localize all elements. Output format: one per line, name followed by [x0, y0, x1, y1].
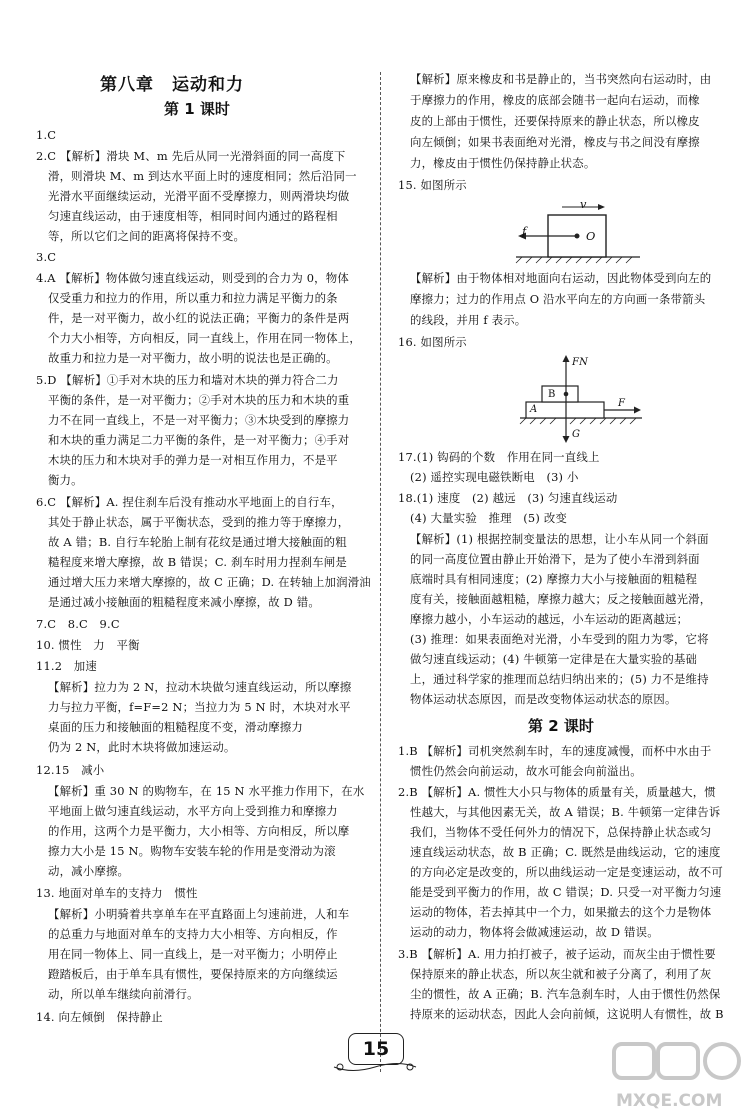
answer-line: 14. 向左倾倒 保持静止 — [36, 1010, 163, 1024]
answer-line: 【解析】重 30 N 的购物车，在 15 N 水平推力作用下，在水 — [48, 784, 365, 798]
answer-line: 通过增大压力来增大摩擦的，故 C 正确；D. 在转轴上加润滑油 — [48, 575, 371, 589]
a-label: A — [530, 404, 538, 415]
answer-line: 向左倾倒；如果书表面绝对光滑，橡皮与书之间没有摩擦 — [410, 135, 700, 149]
answer-line: 度有关，接触面越粗糙，摩擦力越大；反之接触面越光滑， — [410, 592, 712, 606]
answer-line: (4) 大量实验 推理 (5) 改变 — [410, 511, 568, 525]
fn-label: FN — [572, 357, 589, 368]
answer-line: 平地面上做匀速直线运动，水平方向上受到推力和摩擦力 — [48, 804, 338, 818]
answer-line: 做匀速直线运动；(4) 牛顿第一定律是在大量实验的基础 — [410, 652, 698, 666]
f-label: F — [618, 398, 626, 409]
answer-line: 的方向必定是改变的，所以曲线运动一定是变速运动，故不可 — [410, 865, 723, 879]
answer-line: 运动的动力，物体将会做减速运动，故 D 错误。 — [410, 925, 659, 939]
answer-line: 2.C 【解析】滑块 M、m 先后从同一光滑斜面的同一高度下 — [36, 149, 346, 163]
answer-line: 4.A 【解析】物体做匀速直线运动，则受到的合力为 0，物体 — [36, 271, 349, 285]
answer-line: 持原来的运动状态，因此人会向前倾，这说明人有惯性，故 B — [410, 1007, 724, 1021]
answer-line: 【解析】拉力为 2 N，拉动木块做匀速直线运动，所以摩擦 — [48, 680, 352, 694]
answer-line: 动，减小摩擦。 — [48, 864, 130, 878]
answer-line: 尘的惯性，故 A 正确；B. 汽车急刹车时，人由于惯性仍然保 — [410, 987, 721, 1001]
answer-line: 和木块的重力满足二力平衡的条件，是一对平衡力；④手对 — [48, 433, 350, 447]
answer-line: 物体运动状态原因，而是改变物体运动状态的原因。 — [410, 692, 677, 706]
answer-line: 衡力。 — [48, 473, 83, 487]
answer-line: 底端时具有相同速度；(2) 摩擦力大小与接触面的粗糙程 — [410, 572, 698, 586]
answer-line: 动，所以单车继续向前滑行。 — [48, 987, 199, 1001]
answer-line: 桌面的压力和接触面的粗糙程度不变，滑动摩擦力 — [48, 720, 303, 734]
answer-line: 16. 如图所示 — [398, 335, 467, 349]
lesson-2-title: 第 2 课时 — [528, 717, 594, 735]
answer-line: 的线段，并用 f 表示。 — [410, 313, 527, 327]
figure-15-diagram — [508, 195, 648, 265]
answer-line: 【解析】原来橡皮和书是静止的，当书突然向右运动时，由 — [410, 72, 712, 86]
answer-line: 6.C 【解析】A. 捏住刹车后没有推动水平地面上的自行车， — [36, 495, 343, 509]
answer-line: 7.C 8.C 9.C — [36, 617, 120, 631]
answer-line: 其处于静止状态，属于平衡状态，受到的推力等于摩擦力， — [48, 515, 350, 529]
answer-line: 速直线运动状态，故 B 正确；C. 既然是曲线运动，它的速度 — [410, 845, 721, 859]
answer-line: 力不在同一直线上，不是一对平衡力；③木块受到的摩擦力 — [48, 413, 350, 427]
answer-line: 光滑水平面继续运动，光滑平面不受摩擦力，则两滑块均做 — [48, 189, 350, 203]
answer-line: 【解析】(1) 根据控制变量法的思想，让小车从同一个斜面 — [410, 532, 709, 546]
lesson-1-title: 第 1 课时 — [164, 100, 230, 118]
answer-line: 5.D 【解析】①手对木块的压力和墙对木块的弹力符合二力 — [36, 373, 339, 387]
watermark-logo — [610, 1040, 750, 1115]
answer-line: 17.(1) 钩码的个数 作用在同一直线上 — [398, 450, 600, 464]
answer-line: 18.(1) 速度 (2) 越远 (3) 匀速直线运动 — [398, 491, 618, 505]
answer-line: 力，橡皮由于惯性仍保持静止状态。 — [410, 156, 596, 170]
svg-text:MXQE.COM: MXQE.COM — [616, 1091, 723, 1111]
answer-line: 蹬踏板后，由于单车具有惯性，要保持原来的方向继续运 — [48, 967, 338, 981]
answer-line: 糙程度来增大摩擦，故 B 错误；C. 刹车时用力捏刹车闸是 — [48, 555, 347, 569]
answer-line: 【解析】小明骑着共享单车在平直路面上匀速前进，人和车 — [48, 907, 350, 921]
answer-line: 个力大小相等，方向相反，同一直线上，作用在同一物体上， — [48, 331, 361, 345]
friction-label: f — [522, 224, 527, 238]
answer-line: (3) 推理：如果表面绝对光滑，小车受到的阻力为零，它将 — [410, 632, 709, 646]
answer-line: 3.C — [36, 250, 57, 264]
answer-line: 3.B 【解析】A. 用力拍打被子，被子运动，而灰尘由于惯性要 — [398, 947, 716, 961]
answer-line: 上，通过科学家的推理而总结归纳出来的；(5) 力不是维持 — [410, 672, 709, 686]
answer-line: 件，是一对平衡力，故小红的说法正确；平衡力的条件是两 — [48, 311, 350, 325]
chapter-title: 第八章 运动和力 — [100, 75, 244, 95]
answer-line: 2.B 【解析】A. 惯性大小只与物体的质量有关，质量越大，惯 — [398, 785, 716, 799]
answer-line: 运动的物体，若去掉其中一个力，如果撤去的这个力是物体 — [410, 905, 712, 919]
answer-line: 摩擦力；过力的作用点 O 沿水平向左的方向画一条带箭头 — [410, 292, 706, 306]
answer-line: 10. 惯性 力 平衡 — [36, 638, 140, 652]
answer-line: 1.B 【解析】司机突然刹车时，车的速度减慢，而杯中水由于 — [398, 744, 712, 758]
answer-line: 皮的上部由于惯性，还要保持原来的静止状态，所以橡皮 — [410, 114, 700, 128]
answer-line: 能是受到平衡力的作用，故 C 错误；D. 只受一对平衡力匀速 — [410, 885, 722, 899]
answer-line: 擦力大小是 15 N。购物车安装车轮的作用是变滑动为滚 — [48, 844, 336, 858]
answer-line: 匀速直线运动，由于速度相等，相同时间内通过的路程相 — [48, 209, 338, 223]
answer-line: 我们，当物体不受任何外力的情况下，总保持静止状态或匀 — [410, 825, 712, 839]
b-label: B — [548, 389, 556, 400]
velocity-label: v — [580, 197, 587, 211]
column-divider — [380, 72, 381, 1072]
answer-line: 的同一高度位置由静止开始滑下，是为了使小车滑到斜面 — [410, 552, 700, 566]
point-o-label: O — [586, 229, 596, 243]
answer-line: 仍为 2 N，此时木块将做加速运动。 — [48, 740, 236, 754]
answer-line: 平衡的条件，是一对平衡力；②手对木块的压力和木块的重 — [48, 393, 350, 407]
answer-line: 13. 地面对单车的支持力 惯性 — [36, 886, 198, 900]
answer-line: 故重力和拉力是一对平衡力，故小明的说法也是正确的。 — [48, 351, 338, 365]
answer-line: 保持原来的静止状态，所以灰尘就和被子分离了，利用了灰 — [410, 967, 712, 981]
answer-line: 1.C — [36, 128, 57, 142]
answer-line: 力与拉力平衡，f=F=2 N；当拉力为 5 N 时，木块对水平 — [48, 700, 351, 714]
answer-line: 等，所以它们之间的距离将保持不变。 — [48, 229, 246, 243]
page-number: 15 — [348, 1033, 404, 1065]
answer-line: 的作用，这两个力是平衡力，大小相等、方向相反，所以摩 — [48, 824, 350, 838]
answer-line: 12.15 减小 — [36, 763, 105, 777]
answer-line: 的总重力与地面对单车的支持力大小相等、方向相反，作 — [48, 927, 338, 941]
page-number-ornament — [330, 1060, 420, 1074]
answer-line: 11.2 加速 — [36, 659, 97, 673]
answer-line: 于摩擦力的作用，橡皮的底部会随书一起向右运动，而橡 — [410, 93, 700, 107]
answer-line: 用在同一物体上、同一直线上，是一对平衡力；小明停止 — [48, 947, 338, 961]
answer-line: 仅受重力和拉力的作用，所以重力和拉力满足平衡力的条 — [48, 291, 338, 305]
answer-line: 15. 如图所示 — [398, 178, 467, 192]
answer-line: 摩擦力越小，小车运动的越远，小车运动的距离越远； — [410, 612, 689, 626]
answer-line: 木块的压力和木块对手的弹力是一对相互作用力，不是平 — [48, 453, 338, 467]
answer-line: (2) 遥控实现电磁铁断电 (3) 小 — [410, 470, 579, 484]
answer-line: 惯性仍然会向前运动，故水可能会向前溢出。 — [410, 764, 642, 778]
answer-line: 滑，则滑块 M、m 到达水平面上时的速度相同；然后沿同一 — [48, 169, 357, 183]
answer-line: 【解析】由于物体相对地面向右运动，因此物体受到向左的 — [410, 271, 712, 285]
answer-line: 性越大，与其他因素无关，故 A 错误；B. 牛顿第一定律告诉 — [410, 805, 721, 819]
block-a — [526, 402, 604, 418]
g-label: G — [572, 429, 581, 440]
answer-line: 是通过减小接触面的粗糙程度来减小摩擦，故 D 错。 — [48, 595, 320, 609]
answer-line: 故 A 错；B. 自行车轮胎上制有花纹是通过增大接触面的粗 — [48, 535, 347, 549]
